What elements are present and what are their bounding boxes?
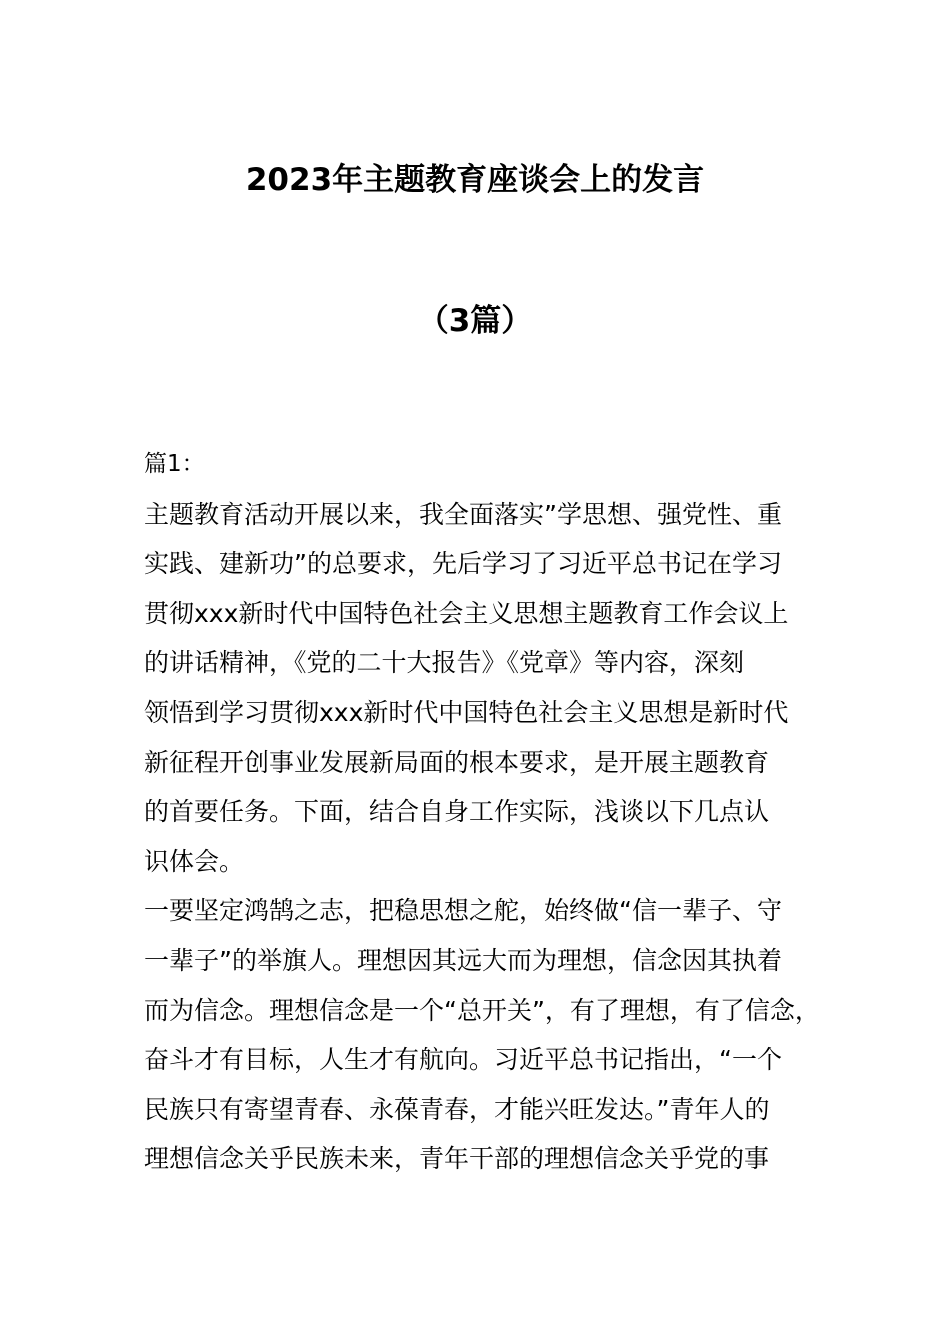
document-title: 2023年主题教育座谈会上的发言 [245,162,705,198]
body-line: 民族只有寄望青春、永葆青春，才能兴旺发达。”青年人的 [144,1094,770,1124]
body-line: 而为信念。理想信念是一个“总开关”，有了理想，有了信念， [144,995,820,1025]
body-line: 实践、建新功”的总要求，先后学习了习近平总书记在学习 [144,549,782,579]
body-line: 的首要任务。下面，结合自身工作实际，浅谈以下几点认 [144,797,770,827]
body-line: 领悟到学习贯彻xxx新时代中国特色社会主义思想是新时代 [144,697,789,727]
body-line: 的讲话精神，《党的二十大报告》《党章》等内容，深刻 [144,648,745,678]
document-subtitle: （3篇） [417,303,533,339]
body-line: 识体会。 [144,846,245,876]
section-label: 篇1： [144,451,205,477]
body-line: 理想信念关乎民族未来，青年干部的理想信念关乎党的事 [144,1144,770,1174]
body-line: 一辈子”的举旗人。理想因其远大而为理想，信念因其执着 [144,945,782,975]
body-line: 一要坚定鸿鹄之志，把稳思想之舵，始终做“信一辈子、守 [144,896,782,926]
body-line: 贯彻xxx新时代中国特色社会主义思想主题教育工作会议上 [144,598,789,628]
body-line: 新征程开创事业发展新局面的根本要求，是开展主题教育 [144,747,770,777]
document-body [144,440,844,1184]
body-line: 主题教育活动开展以来，我全面落实”学思想、强党性、重 [144,499,782,529]
body-line: 奋斗才有目标，人生才有航向。习近平总书记指出，“一个 [144,1045,782,1075]
